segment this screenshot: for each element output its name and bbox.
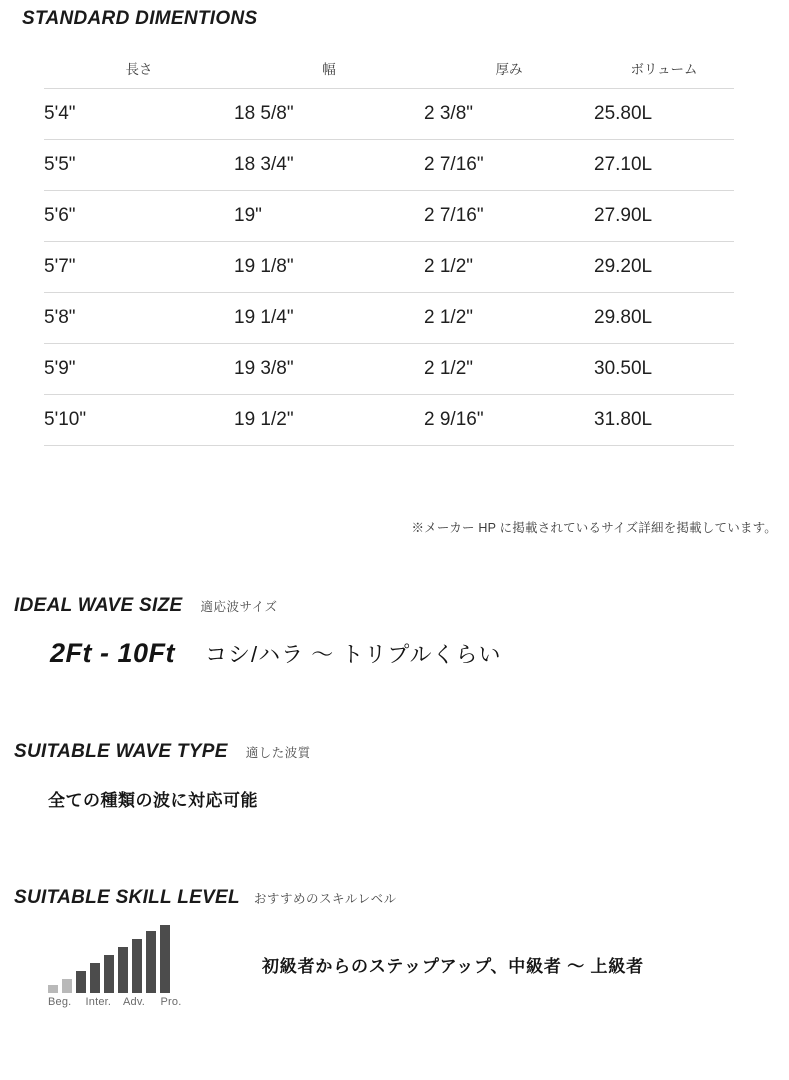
dimensions-note: ※メーカー HP に掲載されているサイズ詳細を掲載しています。 (411, 521, 777, 535)
cell-width: 19" (234, 191, 424, 242)
cell-width: 18 3/4" (234, 140, 424, 191)
cell-thickness: 2 9/16" (424, 395, 594, 446)
skill-label-pro: Pro. (160, 996, 182, 1008)
table-row (44, 242, 734, 293)
cell-volume: 29.20L (594, 242, 734, 293)
cell-length: 5'4" (44, 89, 234, 140)
cell-width: 19 1/4" (234, 293, 424, 344)
cell-width: 19 1/8" (234, 242, 424, 293)
skill-bar (48, 985, 58, 993)
dimensions-table-wrap (44, 52, 734, 446)
cell-thickness: 2 7/16" (424, 191, 594, 242)
cell-volume: 27.90L (594, 191, 734, 242)
column-header-length: 長さ (125, 62, 153, 77)
cell-length: 5'5" (44, 140, 234, 191)
suitable-skill-level-subtitle: おすすめのスキルレベル (253, 892, 397, 906)
suitable-skill-level-heading (14, 887, 397, 909)
table-header-row (44, 52, 734, 89)
cell-thickness: 2 7/16" (424, 140, 594, 191)
skill-bar (132, 939, 142, 993)
table-row (44, 344, 734, 395)
table-row (44, 293, 734, 344)
table-row (44, 191, 734, 242)
ideal-wave-size-description: コシ/ハラ 〜 トリプルくらい (205, 642, 502, 667)
skill-bar (118, 947, 128, 993)
cell-width: 18 5/8" (234, 89, 424, 140)
column-header-thickness: 厚み (495, 62, 523, 77)
skill-bar (146, 931, 156, 993)
skill-label-intermediate: Inter. (85, 996, 112, 1008)
cell-width: 19 1/2" (234, 395, 424, 446)
ideal-wave-size-values (50, 638, 501, 669)
table-row (44, 395, 734, 446)
skill-level-bar-chart (48, 925, 198, 1008)
cell-thickness: 2 1/2" (424, 242, 594, 293)
cell-length: 5'6" (44, 191, 234, 242)
cell-thickness: 2 3/8" (424, 89, 594, 140)
skill-level-axis-labels (48, 996, 198, 1008)
cell-volume: 31.80L (594, 395, 734, 446)
suitable-wave-type-title: SUITABLE WAVE TYPE (14, 741, 228, 762)
cell-length: 5'7" (44, 242, 234, 293)
dimensions-table (44, 52, 734, 446)
skill-label-advanced: Adv. (123, 996, 145, 1008)
skill-bar (160, 925, 170, 993)
cell-length: 5'10" (44, 395, 234, 446)
ideal-wave-size-subtitle: 適応波サイズ (200, 600, 278, 614)
skill-bar (104, 955, 114, 993)
suitable-wave-type-value: 全ての種類の波に対応可能 (48, 791, 258, 810)
cell-thickness: 2 1/2" (424, 344, 594, 395)
skill-label-beginner: Beg. (48, 996, 72, 1008)
skill-level-bars (48, 925, 198, 993)
cell-width: 19 3/8" (234, 344, 424, 395)
column-header-volume: ボリューム (630, 62, 698, 77)
ideal-wave-size-heading (14, 595, 278, 617)
cell-volume: 29.80L (594, 293, 734, 344)
suitable-skill-level-title: SUITABLE SKILL LEVEL (14, 887, 240, 908)
cell-thickness: 2 1/2" (424, 293, 594, 344)
column-header-width: 幅 (322, 62, 336, 77)
skill-bar (90, 963, 100, 993)
suitable-wave-type-subtitle: 適した波質 (245, 746, 311, 760)
cell-volume: 30.50L (594, 344, 734, 395)
suitable-skill-level-value: 初級者からのステップアップ、中級者 〜 上級者 (262, 957, 644, 976)
cell-volume: 25.80L (594, 89, 734, 140)
cell-length: 5'9" (44, 344, 234, 395)
ideal-wave-size-title: IDEAL WAVE SIZE (14, 595, 183, 616)
suitable-wave-type-heading (14, 741, 311, 763)
cell-length: 5'8" (44, 293, 234, 344)
cell-volume: 27.10L (594, 140, 734, 191)
skill-bar (76, 971, 86, 993)
table-row (44, 89, 734, 140)
dimensions-heading: STANDARD DIMENTIONS (22, 8, 258, 29)
skill-bar (62, 979, 72, 993)
ideal-wave-size-range: 2Ft - 10Ft (50, 638, 176, 668)
table-row (44, 140, 734, 191)
